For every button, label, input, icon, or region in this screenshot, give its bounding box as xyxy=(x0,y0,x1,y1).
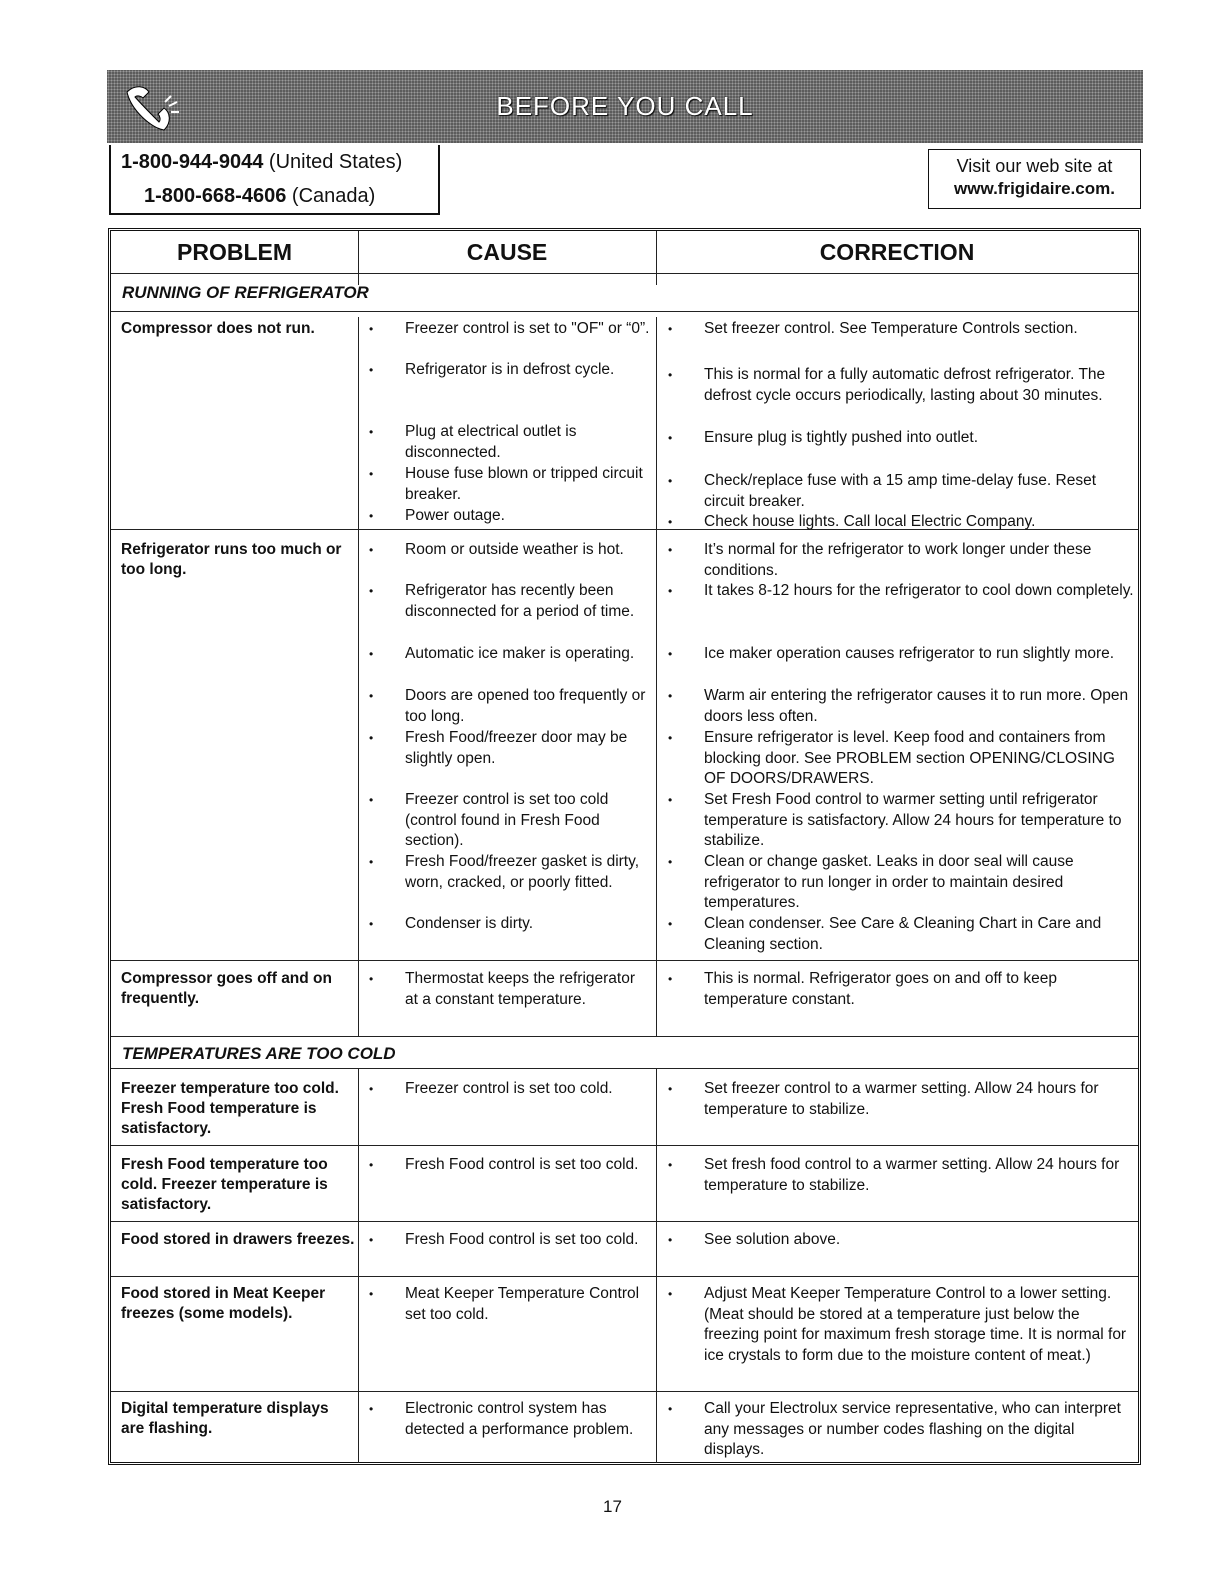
website-box xyxy=(928,149,1141,209)
cause-item: • Fresh Food/freezer door may be slightly open. xyxy=(360,728,650,769)
troubleshooting-table xyxy=(108,228,1141,1465)
problem-cell: Digital temperature displays are flashing. xyxy=(121,1400,329,1437)
cause-item: • Thermostat keeps the refrigerator at a constant temperature. xyxy=(360,969,650,1010)
canada-phone-label: (Canada) xyxy=(291,185,376,207)
cause-item: • Doors are opened too frequently or too long. xyxy=(360,686,650,727)
us-phone-label: (United States) xyxy=(268,151,403,173)
col-divider xyxy=(656,1068,657,1463)
row-divider xyxy=(111,311,1138,312)
col-divider xyxy=(358,317,359,1036)
us-phone-line xyxy=(121,151,402,174)
cause-item: • Fresh Food control is set too cold. xyxy=(360,1230,650,1251)
problem-cell: Refrigerator runs too much or too long. xyxy=(121,541,342,578)
cause-item: • Freezer control is set too cold (control found in Fresh Food section). xyxy=(360,790,650,852)
col-divider xyxy=(656,317,657,1036)
cause-item: • Meat Keeper Temperature Control set too cold. xyxy=(360,1284,650,1325)
cause-item: • Room or outside weather is hot. xyxy=(360,540,650,561)
cause-item: • Electronic control system has detected a performance problem. xyxy=(360,1399,650,1440)
banner-title: BEFORE YOU CALL xyxy=(496,91,754,121)
cause-item: • Freezer control is set to "OF" or “0”. xyxy=(360,319,650,340)
cause-item: • Plug at electrical outlet is disconnected. xyxy=(360,422,650,463)
correction-item: • Clean condenser. See Care & Cleaning Chart in Care and Cleaning section. xyxy=(659,914,1134,955)
problem-cell: Compressor does not run. xyxy=(121,320,315,337)
correction-item: • Ice maker operation causes refrigerator to run slightly more. xyxy=(659,644,1134,665)
cause-item: • Automatic ice maker is operating. xyxy=(360,644,650,665)
correction-item: • This is normal. Refrigerator goes on and off to keep temperature constant. xyxy=(659,969,1134,1010)
problem-cell: Fresh Food temperature too cold. Freezer temperature is satisfactory. xyxy=(121,1156,328,1213)
cause-item: • Refrigerator is in defrost cycle. xyxy=(360,360,650,381)
header-correction: CORRECTION xyxy=(819,239,975,265)
correction-item: • Ensure refrigerator is level. Keep food and containers from blocking door. See PROBLEM section OPENING/CLOSING OF DOORS/DRAWERS. xyxy=(659,728,1134,790)
cause-item: • Condenser is dirty. xyxy=(360,914,650,935)
correction-item: • It takes 8-12 hours for the refrigerator to cool down completely. xyxy=(659,581,1134,602)
correction-item: • Check/replace fuse with a 15 amp time-delay fuse. Reset circuit breaker. xyxy=(659,471,1134,512)
cause-item: • Fresh Food/freezer gasket is dirty, worn, cracked, or poorly fitted. xyxy=(360,852,650,893)
correction-item: • Set Fresh Food control to warmer setting until refrigerator temperature is satisfactory. Allow 24 hours for temperature to stabilize. xyxy=(659,790,1134,852)
header-cause: CAUSE xyxy=(466,239,548,265)
correction-item: • Check house lights. Call local Electric Company. xyxy=(659,512,1134,533)
correction-item: • Ensure plug is tightly pushed into outlet. xyxy=(659,428,1134,449)
row-divider xyxy=(111,1221,1138,1222)
section-title: RUNNING OF REFRIGERATOR xyxy=(122,283,369,302)
problem-cell: Food stored in drawers freezes. xyxy=(121,1231,355,1248)
section-title: TEMPERATURES ARE TOO COLD xyxy=(122,1044,396,1063)
correction-item: • Set freezer control to a warmer setting. Allow 24 hours for temperature to stabilize. xyxy=(659,1079,1134,1120)
cause-item: • Power outage. xyxy=(360,506,650,527)
problem-cell: Freezer temperature too cold. Fresh Food temperature is satisfactory. xyxy=(121,1080,339,1137)
correction-item: • It’s normal for the refrigerator to work longer under these conditions. xyxy=(659,540,1134,581)
row-divider xyxy=(111,1145,1138,1146)
row-divider xyxy=(111,1276,1138,1277)
row-divider xyxy=(111,1391,1138,1392)
cause-item: • Fresh Food control is set too cold. xyxy=(360,1155,650,1176)
page-number: 17 xyxy=(603,1497,622,1516)
before-you-call-banner xyxy=(107,70,1143,143)
correction-item: • Clean or change gasket. Leaks in door seal will cause refrigerator to run longer in order to maintain desired temperatures. xyxy=(659,852,1134,914)
row-divider xyxy=(111,273,1138,274)
correction-item: • Set fresh food control to a warmer setting. Allow 24 hours for temperature to stabilize. xyxy=(659,1155,1134,1196)
header-problem: PROBLEM xyxy=(177,239,292,265)
row-divider xyxy=(111,1036,1138,1037)
canada-phone-number: 1-800-668-4606 xyxy=(144,185,287,207)
website-url[interactable]: www.frigidaire.com. xyxy=(954,179,1115,198)
canada-phone-line xyxy=(144,185,375,208)
correction-item: • Adjust Meat Keeper Temperature Control to a lower setting. (Meat should be stored at a temperature just below the freezing point for maximum fresh storage time. It is normal for ice crystals to form due to the moisture content of meat.) xyxy=(659,1284,1134,1367)
cause-item: • Freezer control is set too cold. xyxy=(360,1079,650,1100)
correction-item: • Set freezer control. See Temperature Controls section. xyxy=(659,319,1134,340)
correction-item: • See solution above. xyxy=(659,1230,1134,1251)
row-divider xyxy=(111,960,1138,961)
problem-cell: Food stored in Meat Keeper freezes (some models). xyxy=(121,1285,326,1322)
us-phone-number: 1-800-944-9044 xyxy=(121,151,264,173)
problem-cell: Compressor goes off and on frequently. xyxy=(121,970,332,1007)
cause-item: • Refrigerator has recently been disconnected for a period of time. xyxy=(360,581,650,622)
row-divider xyxy=(111,1068,1138,1069)
cause-item: • House fuse blown or tripped circuit breaker. xyxy=(360,464,650,505)
telephone-handset-icon xyxy=(121,82,185,139)
website-intro: Visit our web site at xyxy=(956,156,1113,176)
correction-item: • This is normal for a fully automatic defrost refrigerator. The defrost cycle occurs periodically, lasting about 30 minutes. xyxy=(659,365,1134,406)
correction-item: • Warm air entering the refrigerator causes it to run more. Open doors less often. xyxy=(659,686,1134,727)
col-divider xyxy=(358,1068,359,1463)
phone-numbers-box xyxy=(109,145,440,215)
correction-item: • Call your Electrolux service representative, who can interpret any messages or number codes flashing on the digital displays. xyxy=(659,1399,1134,1461)
